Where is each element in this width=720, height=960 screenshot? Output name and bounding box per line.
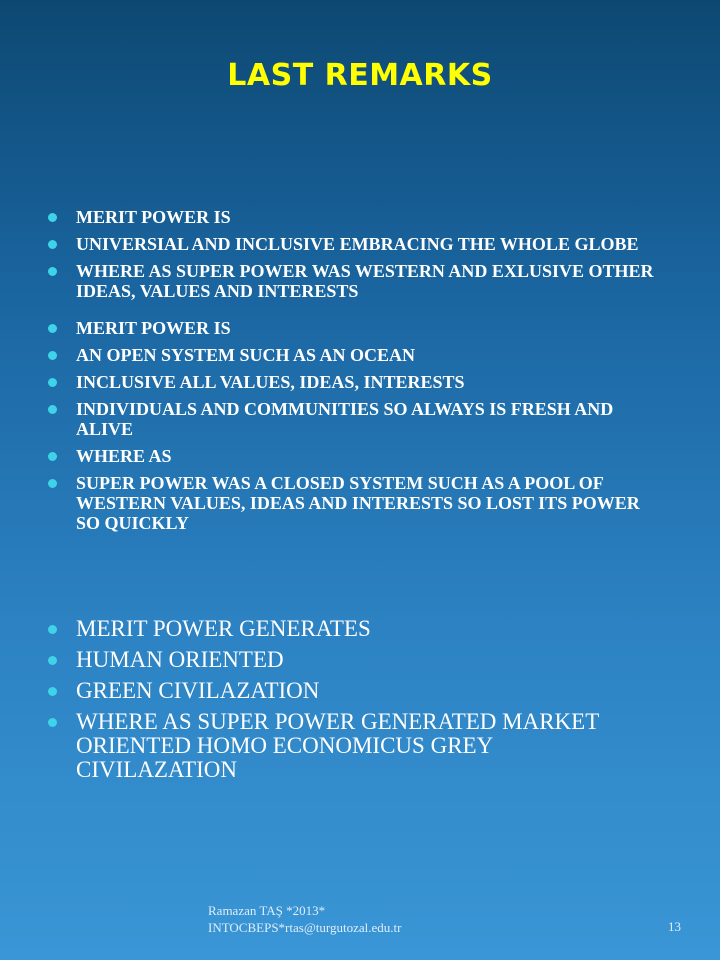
list-item [48, 446, 658, 466]
bullet-dot-icon [48, 213, 57, 222]
bullet-text: HUMAN ORIENTED [76, 647, 284, 672]
list-item [48, 207, 658, 227]
footer-credit [208, 902, 401, 936]
bullet-dot-icon [48, 687, 57, 696]
bullet-dot-icon [48, 267, 57, 276]
page-number: 13 [668, 919, 681, 934]
bullet-dot-icon [48, 240, 57, 249]
list-item [48, 234, 658, 254]
bullet-text: INDIVIDUALS AND COMMUNITIES SO ALWAYS IS FRESH AND ALIVE [76, 399, 614, 439]
slide-title: LAST REMARKS [227, 58, 493, 93]
bullet-text: MERIT POWER IS [76, 318, 231, 338]
list-item [48, 473, 658, 533]
footer-contact: INTOCBEPS*rtas@turgutozal.edu.tr [208, 920, 402, 935]
list-item [48, 399, 658, 439]
footer-author: Ramazan TAŞ *2013* [208, 903, 326, 918]
large-bullet-list [48, 617, 658, 789]
list-item [48, 648, 658, 672]
list-item [48, 345, 658, 365]
bullet-dot-icon [48, 351, 57, 360]
list-item [48, 372, 658, 392]
list-item [48, 318, 658, 338]
bullet-text: GREEN CIVILAZATION [76, 678, 320, 703]
list-item [48, 261, 658, 301]
bullet-dot-icon [48, 479, 57, 488]
bullet-text: MERIT POWER IS [76, 207, 231, 227]
bullet-dot-icon [48, 324, 57, 333]
bullet-text: INCLUSIVE ALL VALUES, IDEAS, INTERESTS [76, 372, 465, 392]
bullet-text: UNIVERSIAL AND INCLUSIVE EMBRACING THE WHOLE GLOBE [76, 234, 639, 254]
bullet-dot-icon [48, 452, 57, 461]
bullet-text: SUPER POWER WAS A CLOSED SYSTEM SUCH AS A POOL OF WESTERN VALUES, IDEAS AND INTERESTS SO LOST ITS POWER SO QUICKLY [76, 473, 640, 533]
bullet-text: MERIT POWER GENERATES [76, 616, 371, 641]
bullet-text: WHERE AS [76, 446, 172, 466]
bullet-text: WHERE AS SUPER POWER WAS WESTERN AND EXLUSIVE OTHER IDEAS, VALUES AND INTERESTS [76, 261, 654, 301]
bullet-dot-icon [48, 625, 57, 634]
bullet-dot-icon [48, 405, 57, 414]
bullet-text: WHERE AS SUPER POWER GENERATED MARKET ORIENTED HOMO ECONOMICUS GREY CIVILAZATION [76, 709, 599, 782]
small-bullet-list [48, 207, 658, 540]
bullet-dot-icon [48, 378, 57, 387]
list-item [48, 710, 658, 782]
list-item [48, 617, 658, 641]
list-item [48, 679, 658, 703]
bullet-dot-icon [48, 656, 57, 665]
bullet-text: AN OPEN SYSTEM SUCH AS AN OCEAN [76, 345, 416, 365]
bullet-dot-icon [48, 718, 57, 727]
